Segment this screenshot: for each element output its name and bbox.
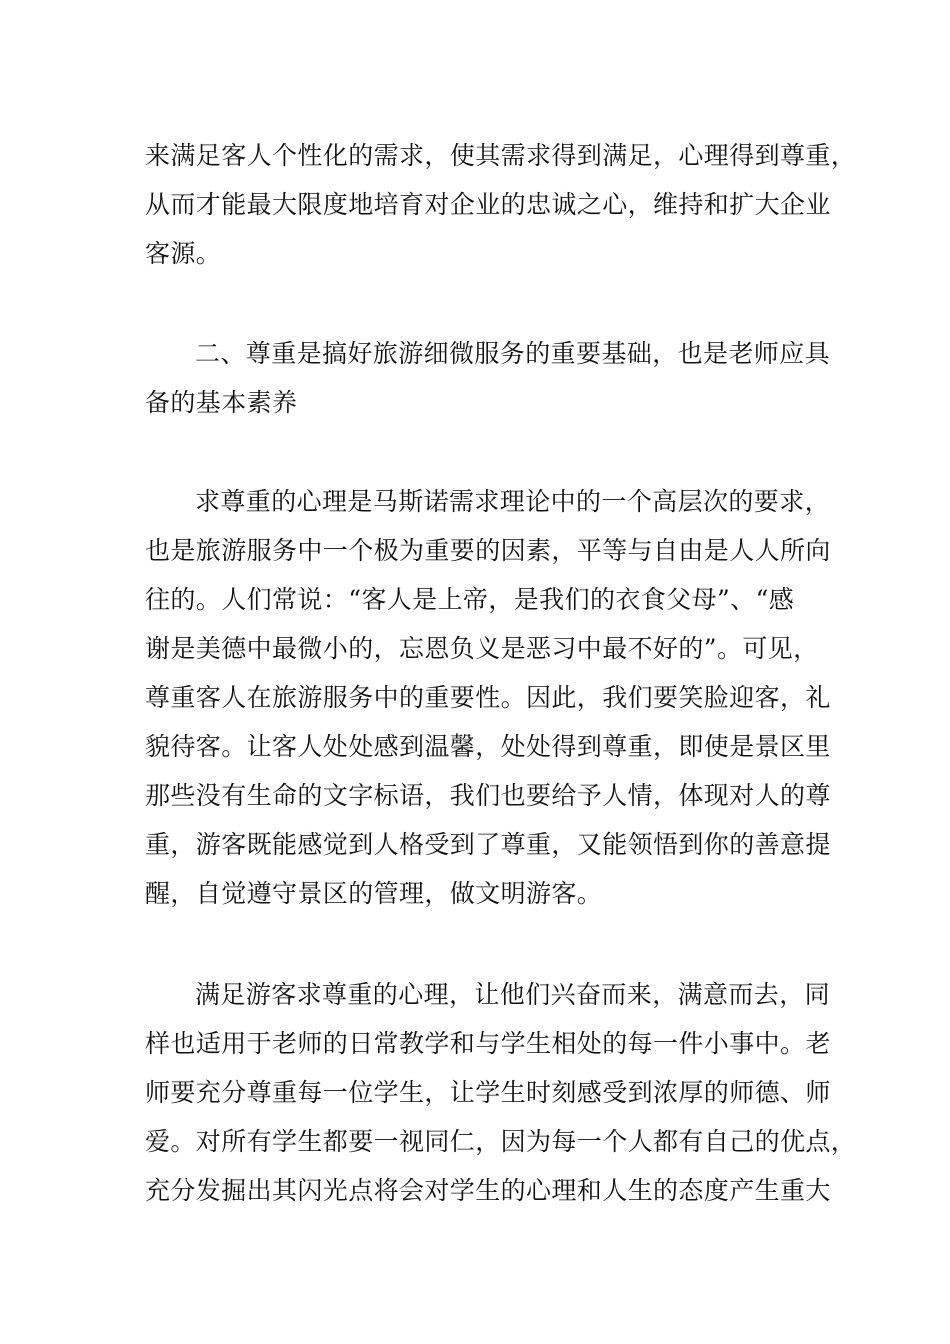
paragraph-line: 爱。对所有学生都要一视同仁，因为每一个人都有自己的优点， [145, 1127, 857, 1156]
paragraph-line: 师要充分尊重每一位学生，让学生时刻感受到浓厚的师德、师 [145, 1078, 831, 1107]
paragraph-line: 醒，自觉遵守景区的管理，做文明游客。 [145, 879, 603, 908]
paragraph-line: 满足游客求尊重的心理，让他们兴奋而来，满意而去，同 [195, 980, 831, 1009]
paragraph-line: 那些没有生命的文字标语，我们也要给予人情，体现对人的尊 [145, 781, 831, 810]
paragraph-line: 往的。人们常说：“客人是上帝，是我们的衣食父母”、“感 [145, 585, 795, 614]
section-heading [145, 329, 831, 427]
paragraph-line: 充分发掘出其闪光点将会对学生的心理和人生的态度产生重大 [145, 1176, 831, 1205]
paragraph-continued [145, 131, 857, 278]
paragraph-teacher [145, 970, 857, 1215]
paragraph-line: 从而才能最大限度地培育对企业的忠诚之心，维持和扩大企业 [145, 190, 831, 219]
paragraph-line: 样也适用于老师的日常教学和与学生相处的每一件小事中。老 [145, 1029, 831, 1058]
paragraph-line: 也是旅游服务中一个极为重要的因素，平等与自由是人人所向 [145, 536, 831, 565]
paragraph-line: 尊重客人在旅游服务中的重要性。因此，我们要笑脸迎客，礼 [145, 683, 831, 712]
paragraph-line: 来满足客人个性化的需求，使其需求得到满足，心理得到尊重， [145, 141, 857, 170]
heading-line: 备的基本素养 [145, 388, 298, 417]
paragraph-line: 客源。 [145, 239, 222, 268]
heading-line: 二、尊重是搞好旅游细微服务的重要基础，也是老师应具 [195, 339, 831, 368]
paragraph-line: 求尊重的心理是马斯诺需求理论中的一个高层次的要求， [195, 487, 831, 516]
paragraph-line: 重，游客既能感觉到人格受到了尊重，又能领悟到你的善意提 [145, 830, 831, 859]
paragraph-line: 貌待客。让客人处处感到温馨，处处得到尊重，即使是景区里 [145, 732, 831, 761]
paragraph-line: 谢是美德中最微小的，忘恩负义是恶习中最不好的”。可见， [145, 634, 819, 663]
paragraph-respect [145, 477, 831, 918]
